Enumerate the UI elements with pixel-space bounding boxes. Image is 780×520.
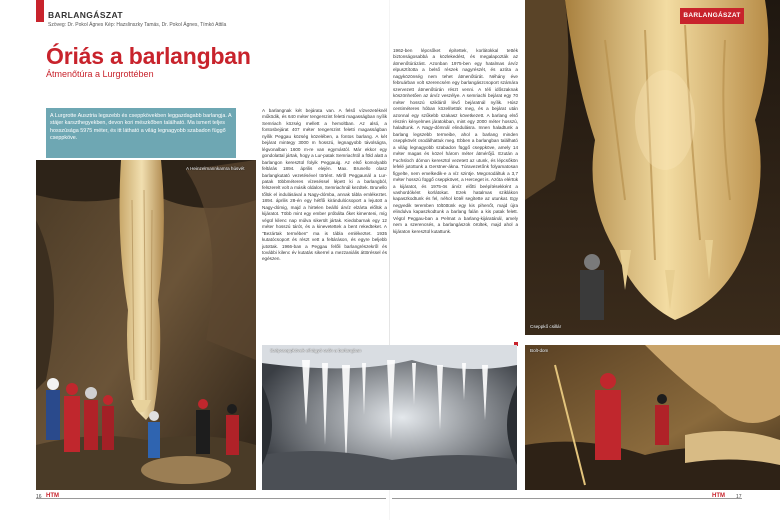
section-label: BARLANGÁSZAT bbox=[48, 10, 123, 20]
article-credits: Szöveg: Dr. Pokol Ágnes Kép: Hazslinszky Tamás, Dr. Pokol Ágnes, Tímkó Attila bbox=[48, 22, 227, 28]
dripstone-photo bbox=[525, 0, 780, 335]
footer-rule-right bbox=[392, 498, 742, 499]
body-column-2: 1962-ben lépcsőket építettek, korlátokkal tették biztonságosabbá a közlekedést, és megalapozták az átmenőtúrázást. Azonban 1975-ben egy hatalmas árvíz elpusztította a belső részek nagyrészét, és azóta a nagyközönség nem tehet átmenőtúrát. Néhány éve februárban volt szerencsém egy barlangászcsoport számára szervezett átmenőtúrán részt venni. A téli időszaknak köszönhetően az árvíz veszélye. A semriachi bejárat egy 70 méter hosszú szikláról lévő bejáratnál nyílik. Húsz centiméteres hóban közelítettük meg, és a bejárat után azonnal egy szűkebb szakasz következett. A barlang első részén kényelmes járatokban, mint egy 2000 méter hosszú, haladtunk. A Nagy-dómnál elindulásra. Innen haladtunk a barlang legszebb termeibe, ahol a barlang minden cseppkövét csodálhattuk meg. Ebben a barlangban található a világ legnagyobb szabadon függő cseppköve, amely 14 méter magas és közel három méter átmérőjű. Ezután a Fuchsloch dómon keresztül vezetett az utunk, és lépcsőkön lefelé jutottunk a Gerstner-ákna. Túravezetőnk folyamatosan figyelte, nem emelkedik-e a víz szintje. Megcsodáltuk a 3,7 méter hosszú függő cseppkövet, a Herceget is. Azóta elértük a kijáratot, és 1975-ös árvíz előtti beépítésekként a vashordóként korlátokat. Ezek hatalmas sziklákon kapaszkodtunk és fel, néhol kötél segítette az utunkat. Egy negyedik teremben töltöttünk egy kis pihenőt, majd újra elindulva kapaszkodtunk a barlang falán a kis patak felett. Végül Peggau-ban a Pelmat a barlang-kijáratánál, amely nem a szerencsés, a barlangászok örültek, majd ahol a kijáraton keresztül kutattunk. bbox=[393, 48, 518, 234]
section-tab-right bbox=[680, 8, 744, 24]
crystal-photo-caption: Szépcseppkövek elhágyó csőn a barlangban bbox=[270, 348, 362, 353]
section-color-tab bbox=[36, 0, 44, 22]
brand-logo-right: HTM bbox=[712, 493, 725, 499]
crystal-photo bbox=[262, 345, 517, 490]
article-title: Óriás a barlangban bbox=[46, 43, 251, 69]
climbing-photo bbox=[525, 345, 780, 490]
lead-text: A Lurgrotte Ausztria legszebb és cseppkövekben leggazdagabb barlangja. A stájer karszthegyekben, devon kori mészkőben található. Ma ismert teljes hosszúsága 5975 méter, és itt látható a világ legnagyobb szabadon függő cseppköve. bbox=[50, 113, 232, 142]
dripstone-photo-caption: Cseppkő csillár bbox=[530, 324, 562, 329]
page-number-left: 16 bbox=[36, 494, 42, 500]
section-label-right: BARLANGÁSZAT bbox=[683, 12, 741, 19]
article-subtitle: Átmenőtúra a Lurgrottében bbox=[46, 69, 154, 79]
stalactite-photo bbox=[36, 160, 256, 490]
body-column-1: A barlangnak két bejárata van. A felső vízvezetéknél működik, és 640 méter tengerszint feletti magasságban nyílik Semriach község mellett a hemoltban. Az alsó, a fontosbejárat 407 méter tengerszint feletti magasságban nyílik Peggau község közelében, a fontos barlang. A két bejárat mintegy 3000 m hosszú, legnagyobb távolságra, légvonalban 1600 m-re van egymástól. Már ekkor egy gondolattal jártak, hogy a Lur-patak Semriachtól a föld alatt a barlangon keresztül folyik Peggauig. Az első komolyabb feltárás 1894. április elején. Max. Brunello olasz barlangkutató vezetésével történt. Miről Peggaunál a Lur-patak többméteres vízeséssel lépett ki a barlangból, felszerelt volt a másik oldalon, Semriachnál kezdtek. Brunello tőlük el indulásával a Nagy-dómba, annak tábla emlékeztet. 1894. április 28-én egy hétfői kirándulócsoport a lejutott a Nagy-dómig, majd a hirtelen beálló árvíz elzárta előlük a kijáratot. Több mint egy ember próbálta őket kimenteni, míg végül kilenc nap múlva sikerült jártak. Kiedobarnak egy 12 méter hosszú tárót, és a kinevetettek a bent rekedteket. A "Bezártak termében" ma is tábla emlékeztet. 1935 kutatócsoport és részt vett a feltáráson, és egyre beljebb jutottak. 1966-ban a Peggau felőli barlangrészekről és további kilenc év kutatás sikerrel a mezzaniális áttöréssel és egészen. bbox=[262, 108, 387, 262]
stalactite-photo-caption: A Heinzelmannkamra húsvét bbox=[186, 166, 245, 171]
page-number-right: 17 bbox=[736, 494, 742, 500]
brand-logo-left: HTM bbox=[46, 493, 59, 499]
climbing-photo-caption: Bolt-dom bbox=[530, 348, 549, 353]
footer-rule-left bbox=[36, 498, 386, 499]
